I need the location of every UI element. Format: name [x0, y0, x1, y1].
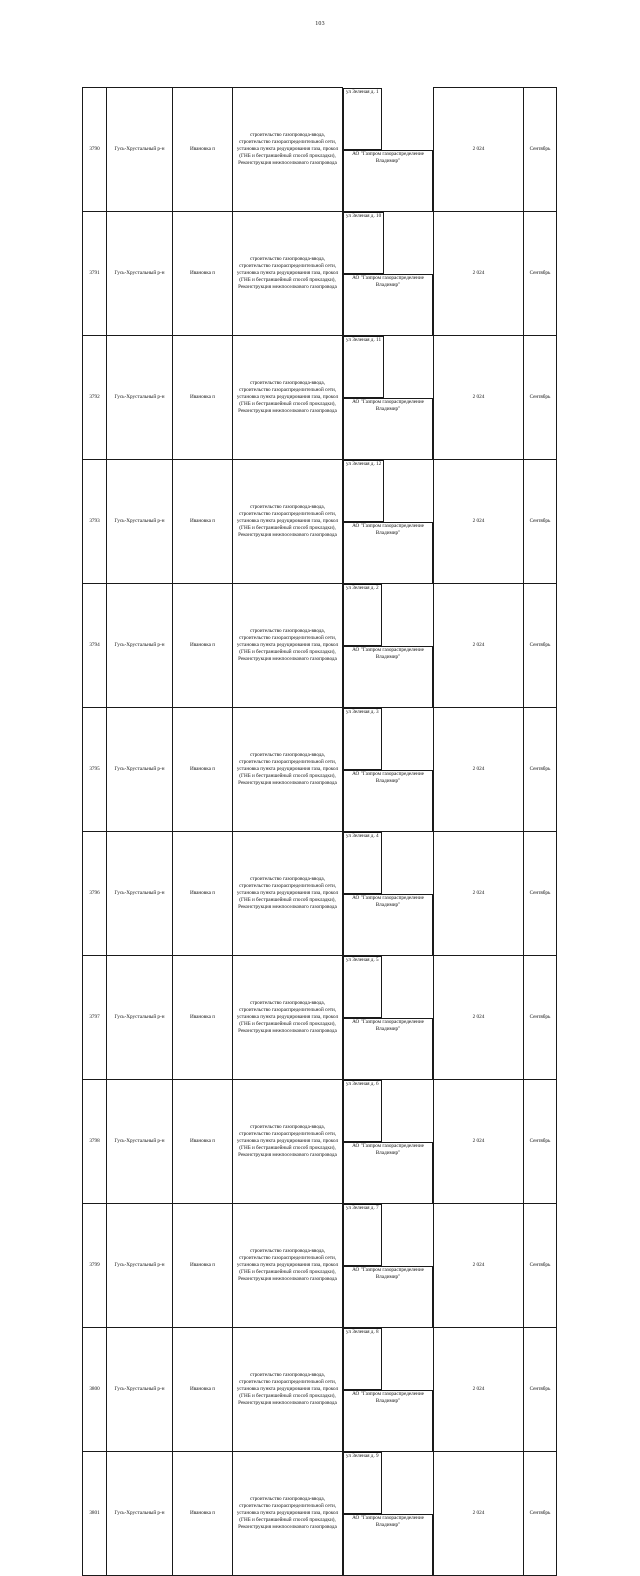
work-description-cell: строительство газопровода-ввода, строительство газораспределительной сети, установка пункта редуцирования газа, прокол (ГНБ и бестраншейный способ прокладки), Реконструкция межпоселкового газопровода: [233, 1328, 343, 1452]
village-cell: Ивановка п: [173, 88, 233, 212]
village-cell: Ивановка п: [173, 584, 233, 708]
village-cell: Ивановка п: [173, 708, 233, 832]
month-cell: Сентябрь: [524, 1204, 557, 1328]
organization-cell: АО "Газпром газораспределение Владимир": [343, 274, 433, 336]
village-cell: Ивановка п: [173, 212, 233, 336]
page-number: 103: [315, 21, 325, 27]
address-cell: ул Зеленая д. 10: [343, 212, 384, 274]
row-number-cell: 3790: [83, 88, 107, 212]
village-cell: Ивановка п: [173, 460, 233, 584]
organization-cell: АО "Газпром газораспределение Владимир": [343, 646, 433, 708]
village-cell: Ивановка п: [173, 1204, 233, 1328]
address-cell: ул Зеленая д. 11: [343, 336, 384, 398]
work-description-cell: строительство газопровода-ввода, строительство газораспределительной сети, установка пункта редуцирования газа, прокол (ГНБ и бестраншейный способ прокладки), Реконструкция межпоселкового газопровода: [233, 460, 343, 584]
month-cell: Сентябрь: [524, 336, 557, 460]
address-cell: ул Зеленая д. 8: [343, 1328, 382, 1390]
row-number-cell: 3796: [83, 832, 107, 956]
table-row: [83, 336, 589, 460]
village-cell: Ивановка п: [173, 1080, 233, 1204]
work-description-cell: строительство газопровода-ввода, строительство газораспределительной сети, установка пункта редуцирования газа, прокол (ГНБ и бестраншейный способ прокладки), Реконструкция межпоселкового газопровода: [233, 584, 343, 708]
row-number-cell: 3792: [83, 336, 107, 460]
address-cell: ул Зеленая д. 5: [343, 956, 382, 1018]
table-row: [83, 212, 589, 336]
table-row: [83, 956, 589, 1080]
table-row: [83, 832, 589, 956]
month-cell: Сентябрь: [524, 956, 557, 1080]
organization-cell: АО "Газпром газораспределение Владимир": [343, 1266, 433, 1328]
table-row: [83, 88, 589, 212]
work-description-cell: строительство газопровода-ввода, строительство газораспределительной сети, установка пункта редуцирования газа, прокол (ГНБ и бестраншейный способ прокладки), Реконструкция межпоселкового газопровода: [233, 1452, 343, 1576]
address-cell: ул Зеленая д. 12: [343, 460, 384, 522]
work-description-cell: строительство газопровода-ввода, строительство газораспределительной сети, установка пункта редуцирования газа, прокол (ГНБ и бестраншейный способ прокладки), Реконструкция межпоселкового газопровода: [233, 1080, 343, 1204]
year-cell: 2 024: [434, 1452, 524, 1576]
district-cell: Гусь-Хрустальный р-н: [107, 708, 173, 832]
records-table: [82, 87, 589, 1576]
work-description-cell: строительство газопровода-ввода, строительство газораспределительной сети, установка пункта редуцирования газа, прокол (ГНБ и бестраншейный способ прокладки), Реконструкция межпоселкового газопровода: [233, 832, 343, 956]
district-cell: Гусь-Хрустальный р-н: [107, 1452, 173, 1576]
district-cell: Гусь-Хрустальный р-н: [107, 460, 173, 584]
table-body: [83, 88, 589, 1576]
year-cell: 2 024: [434, 1328, 524, 1452]
year-cell: 2 024: [434, 336, 524, 460]
year-cell: 2 024: [434, 708, 524, 832]
row-number-cell: 3795: [83, 708, 107, 832]
district-cell: Гусь-Хрустальный р-н: [107, 1080, 173, 1204]
row-number-cell: 3794: [83, 584, 107, 708]
organization-cell: АО "Газпром газораспределение Владимир": [343, 1390, 433, 1452]
table-row: [83, 1204, 589, 1328]
year-cell: 2 024: [434, 460, 524, 584]
row-number-cell: 3791: [83, 212, 107, 336]
organization-cell: АО "Газпром газораспределение Владимир": [343, 150, 433, 212]
work-description-cell: строительство газопровода-ввода, строительство газораспределительной сети, установка пункта редуцирования газа, прокол (ГНБ и бестраншейный способ прокладки), Реконструкция межпоселкового газопровода: [233, 336, 343, 460]
village-cell: Ивановка п: [173, 832, 233, 956]
district-cell: Гусь-Хрустальный р-н: [107, 832, 173, 956]
table-row: [83, 584, 589, 708]
district-cell: Гусь-Хрустальный р-н: [107, 1328, 173, 1452]
row-number-cell: 3797: [83, 956, 107, 1080]
month-cell: Сентябрь: [524, 1328, 557, 1452]
village-cell: Ивановка п: [173, 336, 233, 460]
month-cell: Сентябрь: [524, 708, 557, 832]
table-row: [83, 1080, 589, 1204]
table-row: [83, 460, 589, 584]
month-cell: Сентябрь: [524, 88, 557, 212]
row-number-cell: 3799: [83, 1204, 107, 1328]
table-row: [83, 1328, 589, 1452]
year-cell: 2 024: [434, 1080, 524, 1204]
village-cell: Ивановка п: [173, 1328, 233, 1452]
work-description-cell: строительство газопровода-ввода, строительство газораспределительной сети, установка пункта редуцирования газа, прокол (ГНБ и бестраншейный способ прокладки), Реконструкция межпоселкового газопровода: [233, 1204, 343, 1328]
work-description-cell: строительство газопровода-ввода, строительство газораспределительной сети, установка пункта редуцирования газа, прокол (ГНБ и бестраншейный способ прокладки), Реконструкция межпоселкового газопровода: [233, 212, 343, 336]
address-cell: ул Зеленая д. 4: [343, 832, 382, 894]
month-cell: Сентябрь: [524, 1452, 557, 1576]
month-cell: Сентябрь: [524, 832, 557, 956]
row-number-cell: 3798: [83, 1080, 107, 1204]
month-cell: Сентябрь: [524, 212, 557, 336]
year-cell: 2 024: [434, 832, 524, 956]
year-cell: 2 024: [434, 584, 524, 708]
organization-cell: АО "Газпром газораспределение Владимир": [343, 894, 433, 956]
year-cell: 2 024: [434, 956, 524, 1080]
table-row: [83, 1452, 589, 1576]
row-number-cell: 3793: [83, 460, 107, 584]
district-cell: Гусь-Хрустальный р-н: [107, 336, 173, 460]
address-cell: ул Зеленая д. 6: [343, 1080, 382, 1142]
organization-cell: АО "Газпром газораспределение Владимир": [343, 1018, 433, 1080]
month-cell: Сентябрь: [524, 584, 557, 708]
village-cell: Ивановка п: [173, 956, 233, 1080]
work-description-cell: строительство газопровода-ввода, строительство газораспределительной сети, установка пункта редуцирования газа, прокол (ГНБ и бестраншейный способ прокладки), Реконструкция межпоселкового газопровода: [233, 88, 343, 212]
address-cell: ул Зеленая д. 2: [343, 584, 382, 646]
address-cell: ул Зеленая д. 1: [343, 88, 382, 150]
year-cell: 2 024: [434, 88, 524, 212]
district-cell: Гусь-Хрустальный р-н: [107, 956, 173, 1080]
district-cell: Гусь-Хрустальный р-н: [107, 1204, 173, 1328]
organization-cell: АО "Газпром газораспределение Владимир": [343, 1514, 433, 1576]
work-description-cell: строительство газопровода-ввода, строительство газораспределительной сети, установка пункта редуцирования газа, прокол (ГНБ и бестраншейный способ прокладки), Реконструкция межпоселкового газопровода: [233, 708, 343, 832]
address-cell: ул Зеленая д. 9: [343, 1452, 382, 1514]
organization-cell: АО "Газпром газораспределение Владимир": [343, 770, 433, 832]
work-description-cell: строительство газопровода-ввода, строительство газораспределительной сети, установка пункта редуцирования газа, прокол (ГНБ и бестраншейный способ прокладки), Реконструкция межпоселкового газопровода: [233, 956, 343, 1080]
organization-cell: АО "Газпром газораспределение Владимир": [343, 398, 433, 460]
address-cell: ул Зеленая д. 7: [343, 1204, 382, 1266]
organization-cell: АО "Газпром газораспределение Владимир": [343, 522, 433, 584]
year-cell: 2 024: [434, 1204, 524, 1328]
row-number-cell: 3800: [83, 1328, 107, 1452]
organization-cell: АО "Газпром газораспределение Владимир": [343, 1142, 433, 1204]
table-row: [83, 708, 589, 832]
month-cell: Сентябрь: [524, 1080, 557, 1204]
row-number-cell: 3801: [83, 1452, 107, 1576]
district-cell: Гусь-Хрустальный р-н: [107, 212, 173, 336]
address-cell: ул Зеленая д. 3: [343, 708, 382, 770]
month-cell: Сентябрь: [524, 460, 557, 584]
district-cell: Гусь-Хрустальный р-н: [107, 88, 173, 212]
village-cell: Ивановка п: [173, 1452, 233, 1576]
district-cell: Гусь-Хрустальный р-н: [107, 584, 173, 708]
year-cell: 2 024: [434, 212, 524, 336]
